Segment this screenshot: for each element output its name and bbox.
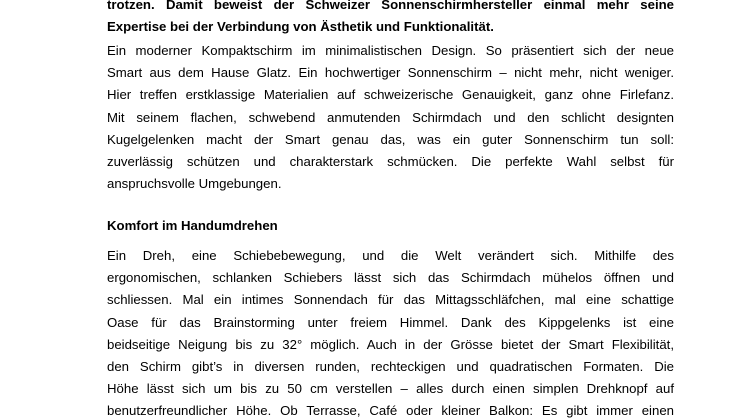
paragraph-line: schliessen. Mal ein intimes Sonnendach für das Mittagsschläfchen, mal eine schattige xyxy=(107,292,674,308)
intro-paragraph xyxy=(107,0,674,38)
paragraph-line: Ein moderner Kompaktschirm im minimalistischen Design. So präsentiert sich der neue xyxy=(107,43,674,58)
section-heading: Komfort im Handumdrehen xyxy=(107,218,278,233)
paragraph-line: zuverlässig schützen und charakterstark schmücken. Die perfekte Wahl selbst für xyxy=(107,153,674,169)
paragraph-line: Höhe lässt sich um bis zu 50 cm verstellen – alles durch einen simplen Drehknopf auf xyxy=(107,381,674,397)
paragraph-comfort xyxy=(107,245,674,419)
paragraph-line: benutzerfreundlicher Höhe. Ob Terrasse, Café oder kleiner Balkon: Es gibt immer einen xyxy=(107,403,674,419)
paragraph-line: beidseitige Neigung bis zu 32° möglich. Auch in der Grösse bietet der Smart Flexibilität, xyxy=(107,336,674,352)
paragraph-line: den Schirm gibt’s in diversen runden, rechteckigen und quadratischen Formaten. Die xyxy=(107,358,674,374)
paragraph-line: Kugelgelenken macht der Smart genau das, was ein guter Sonnenschirm tun soll: xyxy=(107,131,674,147)
paragraph-line: Oase für das Brainstorming unter freiem Himmel. Dank des Kippgelenks ist eine xyxy=(107,314,674,330)
paragraph-line: Mit seinem flachen, schwebend anmutenden Schirmdach und den schlicht designten xyxy=(107,109,674,125)
paragraph-line: anspruchsvolle Umgebungen. xyxy=(107,176,282,192)
paragraph-line: Smart aus dem Hause Glatz. Ein hochwertiger Sonnenschirm – nicht mehr, nicht weniger. xyxy=(107,65,674,81)
intro-line: trotzen. Damit beweist der Schweizer Sonnenschirmhersteller einmal mehr seine xyxy=(107,0,674,12)
paragraph-line: Ein Dreh, eine Schiebebewegung, und die Welt verändert sich. Mithilfe des xyxy=(107,248,674,263)
paragraph-line: Hier treffen erstklassige Materialien auf schweizerische Genauigkeit, ganz ohne Firlefanz. xyxy=(107,87,674,103)
paragraph-design xyxy=(107,40,674,195)
paragraph-line: ergonomischen, schlanken Schiebers lässt sich das Schirmdach mühelos öffnen und xyxy=(107,270,674,286)
intro-line: Expertise bei der Verbindung von Ästhetik und Funktionalität. xyxy=(107,19,494,35)
